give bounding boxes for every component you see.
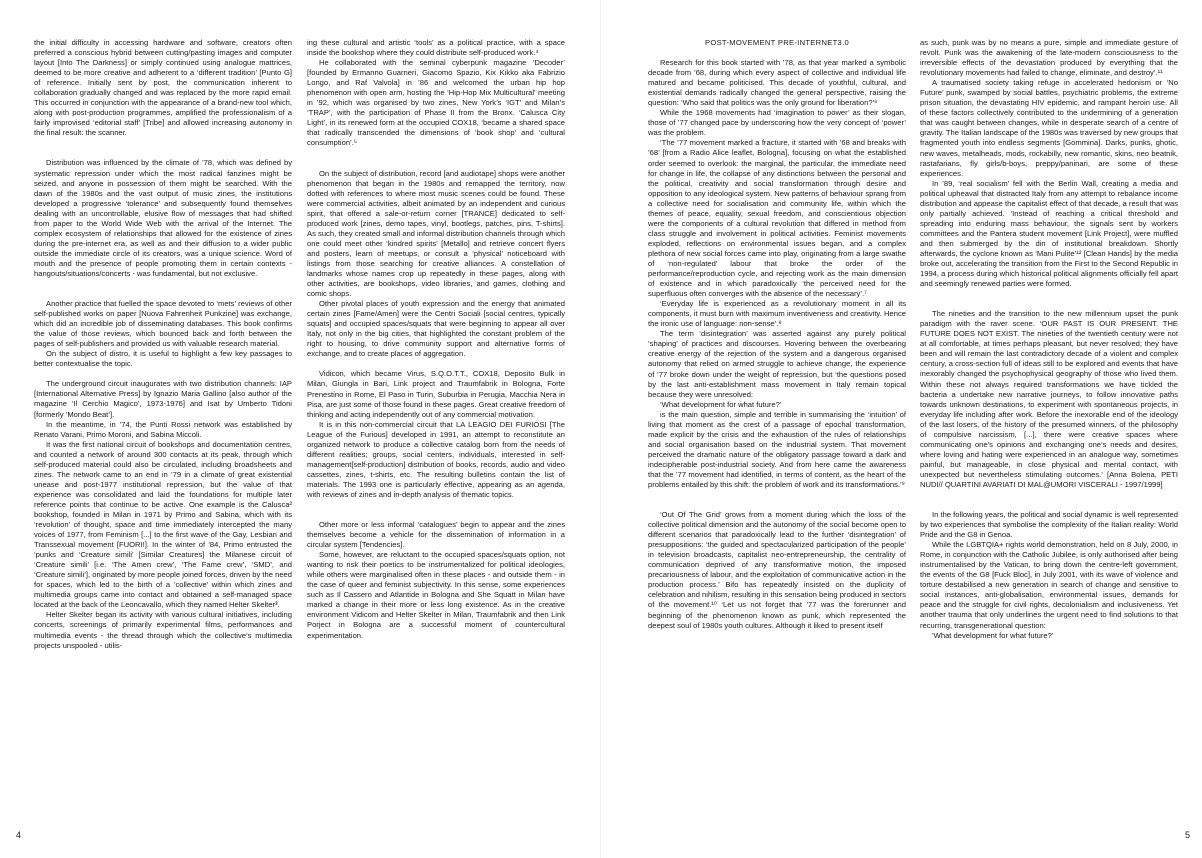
paragraph: the initial difficulty in accessing hardware and software, creators often preferred a conscious hybrid between cutting/pasting images and computer layout [Into The Darkness] or simply continued using analogue mattrices, deemed to be more creative and adherent to a ‘different tradition’ [Punto G] of reference. Initially sent by post, the communication inherent to collaboration gradually changed and was replaced by the more rapid email. This occurred in conjunction with the appearance of a brand-new tool which, along with post-production programmes, amplified the professionalism of a fairly improvised ‘editorial staff’ [Tribe] and allowed increasing autonomy in the final result: the scanner. [34, 38, 292, 138]
paragraph: ‘The ’77 movement marked a fracture, it started with ’68 and breaks with ’68’ [from a Radio Alice leaflet, Bologna], focusing on what the established order seemed to overlook: the marginal, the particular, the immediate need for change in life, the collapse of any distinctions between the personal and the political, creativity and social transformation through desire and opposition to any ideological system. New patterns of behaviour sprang from a collective need for socialisation and community life, within which the themes of peace, equality, sexual freedom, and conscientious objection were the components of a cultural revolution that differed in method from class struggle and involvement in political activities. Feminist movements exploded, reflections on environmental issues began, and a complex plethora of new social forces came into play, originating from a large swathe of ‘non-regulated’ labour that broke the order of the performance/reproduction cycle, and rejecting work as the main dimension of existence and in which paradoxically ‘the perceived need for the superfluous often converges with the absence of the necessary’.⁷ [648, 138, 906, 299]
left-page [0, 0, 600, 858]
paragraph: Helter Skelter began its activity with various cultural initiatives, including concerts, screenings of primarily experimental films, performances and multimedia events - the thread through which the collective’s multimedia projects unspooled - utilis- [34, 610, 292, 650]
left-column-1 [34, 38, 292, 828]
paragraph: The nineties and the transition to the new millennium upset the punk paradigm with the raver scene. ‘OUR PAST IS OUR PRESENT. THE FUTURE DOES NOT EXIST. The nineties of the twentieth century were not at all comfortable, at times perhaps pleasant, but never resolved; they have been and will remain the last contradictory decade of a violent and complex century, a cross-section full of ideas still to be explored and events that have inexorably changed the psychophysical geography of those who lived them. Within these not always required transformations we have tickled the bacteria a undertake new narrative journeys, to follow innovative paths towards unknown destinations, to experiment with spontaneous projects, in everyday life including after work. Before the inexorable end of the ideology of the last losers, of the history of the presumed winners, of the philosophy of compulsive narcissism, [...], there were creative spaces where communicating one’s opinions and exchanging one’s needs and desires, where loving and hating were experienced in an analogue way, sometimes painful, but manageable, in close physical and mental contact, with unexpected but nevertheless stimulating outcomes.’ [Anna Bolena, PETI NUDI// QUARTINI AVARIATI DI MAL@UMORI VISCERALI - 1997/1999] [920, 309, 1178, 489]
paragraph: He collaborated with the seminal cyberpunk magazine ‘Decoder’ [founded by Ermanno Guarneri, Giacomo Spazio, Kix Kikko aka Fabrizio Longo, and Raf Valvola] in ’86 and welcomed the urban hip hop phenomenon with open arm, hosting the ‘Hip-Hop Mix Multicultural’ meeting in ’92, which was organised by two zines, New York’s ‘IGT’ and Milan’s ‘TRAP’, with the participation of Phase II from the Bronx. ‘Calusca City Light’, in its renewed form at the occupied COX18, ‘became a shared space that radically transcended the dimensions of ‘book shop’ and ‘cultural consumption’.⁵ [307, 58, 565, 148]
paragraph: In the following years, the political and social dynamic is well represented by two experiences that symbolise the complexity of the Italian reality: World Pride and the G8 in Genoa. [920, 510, 1178, 540]
paragraph: It is in this non-commercial circuit that LA LEAGIO DEI FURIOSI [The League of the Furious] developed in 1991, an attempt to reconstitute an organized network to produce a collective catalog born from the needs of different realities; groups, social centers, individuals, interested in self-management[self-production] distribution of books, records, audio and video cassettes, zines, t-shirts, etc. The resulting bulletins contain the list of materials. The 1993 one is particularly effective, appearing as an agenda, with reviews of zines and in-depth analysis of thematic topics. [307, 419, 565, 499]
right-page [601, 0, 1202, 858]
paragraph: In ’89, ‘real socialism’ fell with the Berlin Wall, creating a media and political upheaval that distracted Italy from any attempt to rebalance income distribution and appease the capitalist effect of that decade, a result that was only partially achieved. ‘Instead of reaching a critical threshold and spreading into enduring mass behaviour, the signals sent by workers committees and the Pantera student movement [Link Project], were muffled and then submerged by the din of institutional breakdown. Shortly afterwards, the cyclone known as ‘Mani Pulite’¹² [Clean Hands] by the media broke out, accelerating the transition from the First to the Second Republic in 1994, a process during which historical political alignments officially fell apart and seemingly renewed parties were formed. [920, 178, 1178, 289]
paragraph: Another practice that fuelled the space devoted to ‘mets’ reviews of other self-published works on paper [Nuova Fahrenheit Punkzine] was exchange, which did an incredible job of disseminating databases. This book confirms the value of those reviews, which bounced back and forth between the pages of self-publishers and provided us with valuable research material. [34, 299, 292, 349]
paragraph: Other more or less informal ‘catalogues’ begin to appear and the zines themselves become a vehicle for the dissemination of information in a circular system [Tendencies]. [307, 520, 565, 550]
paragraph: ‘Everyday life is experienced as a revolutionary moment in all its components, it must burn with maximum inventiveness and creativity. Hence the ironic use of language: non-sense’.⁸ [648, 299, 906, 329]
paragraph: Other pivotal places of youth expression and the energy that animated certain zines [Fame/Amen] were the Centri Sociali [social centres, typically squats] and occupied spaces/squats that were beginning to appear all over Italy, not only in the big cities, that highlighted the constant problem of the right to housing, to drive community support and alternative forms of exchange, and to create places of aggregation. [307, 299, 565, 359]
paragraph: is the main question, simple and terrible in summarising the ‘intuition’ of living that moment as the crest of a passage of epochal transformation, made explicit by the crisis and the exhaustion of the rules of relationships and social organisation based on the industrial system. That movement perceived the dramatic nature of the obligatory passage toward a dark and indecipherable post-industrial society. And from here came the awareness that the ’77 movement had identified, in terms of content, as the heart of the problems entailed by this shift: the problem of work and its transformations.’⁹ [648, 409, 906, 490]
paragraph: ‘Out Of The Grid’ grows from a moment during which the loss of the collective political dimension and the autonomy of the social become open to different scenarios that paradoxically lead to the further ‘disintegration’ of presuppositions: ‘the guided and spectacularized participation of the people’ in television broadcasts, capitalist neo-entrepreneurship, the centrality of communication deprived of any transformative motion, the imposed precariousness of labour, and the exploitation of communicative action in the production process.’ Bifo has repeatedly insisted on the duplicity of celebration and nihilism, resulting in this sensation being produced in sectors of the movement.¹⁰ ‘Let us not forget that ’77 was the forerunner and beginning of the phenomenon known as punk, which represented the deepest soul of 1980s youth cultures. Although it liked to present itself [648, 510, 906, 630]
paragraph: The term ‘disintegration’ was asserted against any purely political ‘shaping’ of practices and discourses. Hovering between the overbearing creative energy of the rejection of the system and a dangerous organised autonomy that relied on armed struggle to achieve change, the experience of ’77 broke down under the weight of repression, but ‘the questions posed by the last anti-establishment mass movement in Italy remain topical because they were unresolved: [648, 329, 906, 399]
paragraph: ing these cultural and artistic ‘tools’ as a political practice, with a space inside the bookshop where they could distribute self-produced work.⁴ [307, 38, 565, 58]
paragraph: Some, however, are reluctant to the occupied spaces/squats option, not wanting to risk their poetics to be instrumentalized for political ideologies, while others were marginalised often in these places - and outside them - in the case of queer and feminist subjectivity. In this sense, some experiences such as Il Cassero and Atlantide in Bologna and She Squatt in Milan have marked a change in their more or less long existence. As in the creative environment Vidicom and Helter Skelter in Milan, Traumfabrik and then Link Porject in Bologna are a successful moment of countercultural experimentation. [307, 550, 565, 640]
page-number-right: 5 [1184, 830, 1190, 840]
paragraph: While the 1968 movements had ‘imagination to power’ as their slogan, those of ’77 changed pace by underscoring how the very concept of ‘power’ was the problem. [648, 108, 906, 138]
paragraph: On the subject of distro, it is useful to highlight a few key passages to better contextualise the topic. [34, 349, 292, 369]
paragraph: A traumatised society taking refuge in accelerated hedonism or ‘No Future’ punk, swamped by social battles, psychiatric problems, the extreme prison situation, the devastating HIV epidemic, and rampant heroin use. All of these factors collectively contributed to the undermining of a generation that was caught between changes, while in desperate search of a centre of gravity. The Italian landscape of the 1980s was traversed by new groups that fragmented youth into endless segments [Gommina]. Darks, punks, ghotic, new waves, metalheads, mods, rockabilly, new romantic, skins, neo beatnik, rastafarians, fly girls/b-boys, preppy/paninari, are some of these experiences. [920, 78, 1178, 178]
right-column-2 [920, 38, 1178, 828]
page-number-left: 4 [16, 830, 22, 840]
paragraph: On the subject of distribution, record [and audiotape] shops were another phenomenon that began in the 1980s and remapped the territory, now dotted with references to where most music scenes could be found. These were commercial activities, albeit animated by an independent and curious spirit, that offered a sale-or-return corner [TRANCE] dedicated to self-produced work [zines, demo tapes, vinyl, bootlegs, patches, pins, T-shirts]. As such, they created small and informal distribution channels through which one could meet other ‘kindred spirits’ [Metallo] and retrieve concert flyers and posters, learn of meetups, or consult a ‘physical’ noticeboard with listings from those searching for creative alliances. A constellation of landmarks whose names crop up repeatedly in these pages, along with other activities, are bookshops, video libraries, and games, clothing and comic shops. [307, 168, 565, 299]
running-head: POST-MOVEMENT PRE-INTERNET3.0 [705, 38, 849, 47]
paragraph: ‘What development for what future?’ [660, 399, 782, 409]
paragraph: Vidicon, which became Virus, S.Q.O.T.T., COX18, Deposito Bulk in Milan, Giungla in Bari, Link project and Traumfabrik in Bologna, Forte Prenestino in Rome, El Paso in Turin, Suburbia in Perugia, Macchia Nera in Pisa, are just some of those found in these pages. Great creative freedom of thinking and acting independently out of any commercial motivation. [307, 369, 565, 419]
paragraph: While the LGBTQIA+ rights world demonstration, held on 8 July, 2000, in Rome, in conjunction with the Catholic Jubilee, is only authorised after being instrumentalised by the Vatican, to bring down the centre-left government, the events of the G8 [Fuck Bloc], in July 2001, with its wave of violence and torture destabilised a new generation in search of change and sensitive to social instances, anti-globalisation, environmental issues, demands for peace and the struggle for civil rights, decolonialism and inclusiveness. Yet another trauma that only underlines the urgent need to find solutions to that recurring, transgenerational question: [920, 540, 1178, 630]
paragraph: The underground circuit inaugurates with two distribution channels: IAP [International Alternative Press] by Ignazio Maria Gallino [also author of the magazine ‘Il Cerchio Magico’, 1973-1976] and Isat by Umberto Tidoni [formerly ‘Mondo Beat’]. [34, 379, 292, 419]
paragraph: Distribution was influenced by the climate of ’78, which was defined by systematic repression under which the most radical fanzines might be seized, and anyone in possession of them might be searched. With the dawn of the 1980s and the vast output of music zines, the institutions developed a progressive ‘tolerance’ and subsequently found themselves dealing with an uncontrollable, elusive flow of messages that had shifted from paper to the World Wide Web with the arrival of the Internet. The complex ecosystem of relationships that allowed for the existence of zines during the pre-internet era, as well as and their diffusion to a wider public outside the immediate circle of its creators, was a unique science. Word of mouth and the presence of people promoting them in certain contexts - hangouts/situations/concerts - was fundamental, but not exclusive. [34, 158, 292, 278]
paragraph: Research for this book started with ’78, as that year marked a symbolic decade from ’68, during which every aspect of collective and individual life matured and became politicised. This decade of youthful, cultural, and existential demands radically changed the general perspective, raising the question: ‘Who said that politics was the only ground for liberation?’⁶ [648, 58, 906, 108]
paragraph: ‘What development for what future?’ [932, 630, 1054, 640]
paragraph: It was the first national circuit of bookshops and documentation centres, and counted a network of around 300 contacts at its peak, through which self-produced material could also be circulated, including broadsheets and zines. The network came to an end in ’79 in a climate of great existential unease and post-1977 institutional repression, but the value of that experience was consolidated and laid the foundations for multiple later reference points that continue to be active. One example is the Calusca² bookshop, founded in Milan in 1971 by Primo and Sabina, which with its ‘revolution’ of thought, space and time immediately intercepted the many voices of 1977, from Feminism [...] to the first wave of the Gay, Lesbian and Transsexual movement [FUORI!]. In the winter of ’84, Primo entrusted the ‘punks and ‘Creature simili’ [Similar Creatures] the Milanese circuit of ‘Creature simili’ [i.e. ‘The Amen crew’, ‘The Fame crew’, ‘SMD’, and ‘Creature simili’], originated by more people joined forces, driven by the need for spaces, which led to the birth of a ‘collective’ within which zines and multimedia groups came into contact and obtained a self-managed space located at the back of the Leoncavallo, which they named Helter Skelter³. [34, 439, 292, 610]
right-column-1 [648, 38, 906, 828]
left-column-2 [307, 38, 565, 828]
paragraph: In the meantime, in ’74, the Punti Rossi network was established by Renato Varani, Primo Moroni, and Sabina Miccoli. [34, 419, 292, 439]
paragraph: as such, punk was by no means a pure, simple and immediate gesture of revolt. Punk was the awakening of the late-modern consciousness to the irreversible effects of the devastation produced by everything that the revolutionary movements had failed to change, eliminate, and destroy’.¹¹ [920, 38, 1178, 78]
